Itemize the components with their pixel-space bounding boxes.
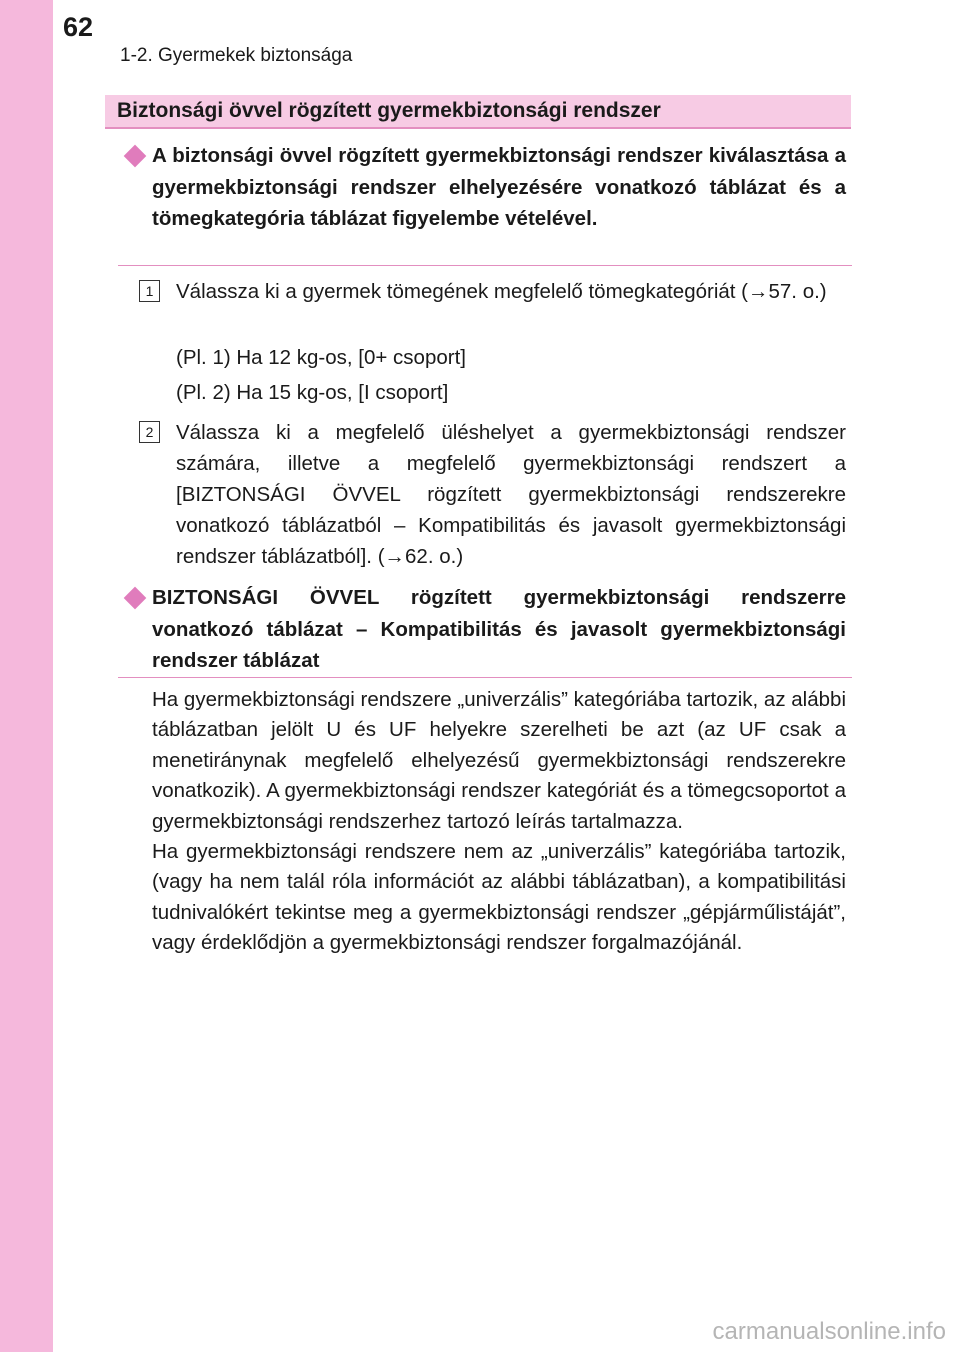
step-number-badge: 2 — [139, 421, 160, 443]
example-line: (Pl. 2) Ha 15 kg-os, [I csoport] — [176, 381, 449, 404]
diamond-bullet-icon — [124, 145, 147, 168]
page-number: 62 — [63, 12, 94, 42]
divider — [118, 677, 852, 678]
body-text — [152, 685, 846, 959]
diamond-bullet-icon — [124, 587, 147, 610]
step-text: Válassza ki a gyermek tömegének megfelelő tömegkategóriát (→57. o.) — [176, 280, 827, 303]
section-title: Biztonsági övvel rögzített gyermekbiztonsági rendszer — [117, 99, 661, 122]
watermark: carmanualsonline.info — [712, 1318, 946, 1345]
paragraph: Ha gyermekbiztonsági rendszere nem az „univerzális” kategóriába tartozik, (vagy ha nem talál róla információt az alábbi táblázatban), a kompatibilitási tudnivalókért tekintse meg a gyermekbiztonsági rendszer „gépjárműlistáját”, vagy érdeklődjön a gyermekbiztonsági rendszer forgalmazójánál. — [152, 840, 846, 955]
paragraph: Ha gyermekbiztonsági rendszere „univerzális” kategóriába tartozik, az alábbi táblázatban jelölt U és UF helyekre szerelheti be azt (az UF csak a menetiránynak megfelelő elhelyezésű gyermekbiztonsági rendszerekre vonatkozik). A gyermekbiztonsági rendszer kategóriát és a tömegcsoportot a gyermekbiztonsági rendszerhez tartozó leírás tartalmazza. — [152, 688, 846, 833]
subsection-heading: BIZTONSÁGI ÖVVEL rögzített gyermekbiztonsági rendszerre vonatkozó táblázat – Kompatibilitás és javasolt gyermekbiztonsági rendszer táblázat — [152, 586, 846, 672]
divider — [118, 265, 852, 266]
step-number-badge: 1 — [139, 280, 160, 302]
chapter-side-band — [0, 0, 53, 1352]
step-text: Válassza ki a megfelelő üléshelyet a gyermekbiztonsági rendszer számára, illetve a megfelelő gyermekbiztonsági rendszert a [BIZTONSÁGI ÖVVEL rögzített gyermekbiztonsági rendszerekre vonatkozó táblázatból – Kompatibilitás és javasolt gyermekbiztonsági rendszer táblázatból]. (→62. o.) — [176, 421, 846, 568]
subsection-heading: A biztonsági övvel rögzített gyermekbiztonsági rendszer kiválasztása a gyermekbiztonsági rendszer elhelyezésére vonatkozó táblázat és a tömegkategória táblázat figyelembe vételével. — [152, 144, 846, 230]
chapter-title: 1-2. Gyermekek biztonsága — [120, 45, 353, 66]
example-line: (Pl. 1) Ha 12 kg-os, [0+ csoport] — [176, 346, 466, 369]
section-header — [105, 95, 851, 129]
